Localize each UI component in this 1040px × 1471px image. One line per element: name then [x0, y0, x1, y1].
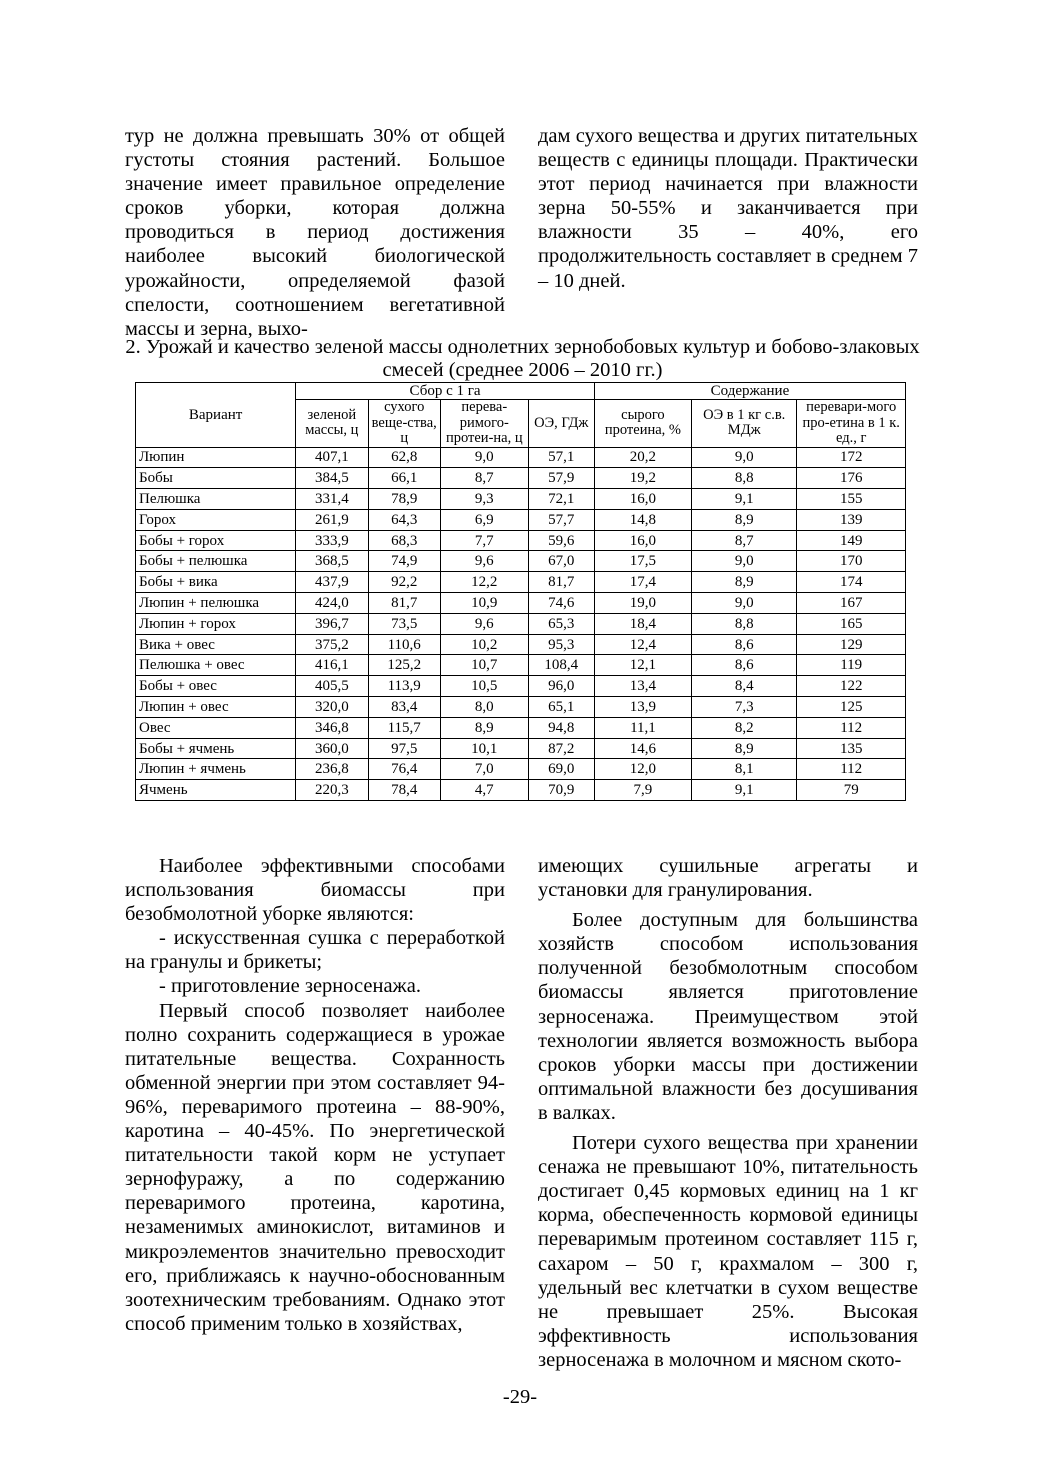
- table-cell: 76,4: [368, 759, 440, 780]
- table-cell: 167: [797, 593, 906, 614]
- header-group-yield: Сбор с 1 га: [296, 383, 595, 400]
- table-cell: 17,4: [594, 572, 691, 593]
- table-cell: 176: [797, 468, 906, 489]
- table-cell: 10,5: [440, 676, 528, 697]
- table-row: [136, 489, 906, 510]
- list-item: - приготовление зерносенажа.: [159, 975, 421, 998]
- table-cell: 16,0: [594, 530, 691, 551]
- table-cell: 113,9: [368, 676, 440, 697]
- table-cell: 4,7: [440, 780, 528, 801]
- table-cell: 78,4: [368, 780, 440, 801]
- table-cell: 19,0: [594, 593, 691, 614]
- table-cell: 9,3: [440, 489, 528, 510]
- table-cell: 8,6: [692, 634, 797, 655]
- row-variant-cell: Бобы + горох: [136, 530, 296, 551]
- table-cell: 92,2: [368, 572, 440, 593]
- table-row: [136, 676, 906, 697]
- table-cell: 6,9: [440, 509, 528, 530]
- table-cell: 112: [797, 759, 906, 780]
- table-cell: 7,7: [440, 530, 528, 551]
- paragraph: Потери сухого вещества при хранении сенажа не превышают 10%, питательность достигает 0,45 кормовых единиц на 1 кг корма, обеспеченность кормовой единицы переваримым протеином составляет 115 г, сахаром – 50 г, крахмалом – 300 г, удельный вес клетчатки в сухом веществе не превышает 25%. Высокая эффективность использования зерносенажа в молочном и мясном ското-: [538, 1132, 918, 1371]
- table-cell: 174: [797, 572, 906, 593]
- table-row: [136, 593, 906, 614]
- table-cell: 437,9: [296, 572, 368, 593]
- table-cell: 396,7: [296, 613, 368, 634]
- header-green-mass: зеленой массы, ц: [296, 400, 368, 448]
- table-cell: 57,1: [528, 447, 594, 468]
- table-cell: 96,0: [528, 676, 594, 697]
- table-cell: 17,5: [594, 551, 691, 572]
- table-cell: 81,7: [528, 572, 594, 593]
- table-cell: 119: [797, 655, 906, 676]
- table-cell: 8,9: [692, 572, 797, 593]
- data-table: [135, 382, 906, 801]
- table-cell: 69,0: [528, 759, 594, 780]
- table-cell: 424,0: [296, 593, 368, 614]
- table-cell: 10,1: [440, 738, 528, 759]
- table-cell: 125: [797, 697, 906, 718]
- table-cell: 83,4: [368, 697, 440, 718]
- table-cell: 87,2: [528, 738, 594, 759]
- table-cell: 7,9: [594, 780, 691, 801]
- table-cell: 8,7: [440, 468, 528, 489]
- text-column-top-right: [538, 124, 918, 293]
- table-cell: 16,0: [594, 489, 691, 510]
- table-cell: 18,4: [594, 613, 691, 634]
- table-cell: 108,4: [528, 655, 594, 676]
- table-cell: 149: [797, 530, 906, 551]
- table-cell: 384,5: [296, 468, 368, 489]
- table-cell: 8,1: [692, 759, 797, 780]
- table-cell: 115,7: [368, 717, 440, 738]
- table-cell: 320,0: [296, 697, 368, 718]
- table-row: [136, 613, 906, 634]
- paragraph: Первый способ позволяет наиболее полно сохранить содержащиеся в урожае питательные вещества. Сохранность обменной энергии при этом составляет 94-96%, переваримого протеина – 88-90%, каротина – 40-45%. По энергетической питательности такой корм не уступает зернофуражу, а по содержанию переваримого протеина, каротина, незаменимых аминокислот, витаминов и микроэлементов значительно превосходит его, приближаясь к научно-обоснованным зоотехническим требованиям. Однако этот способ применим только в хозяйствах,: [125, 999, 505, 1335]
- table-cell: 333,9: [296, 530, 368, 551]
- table-cell: 74,9: [368, 551, 440, 572]
- row-variant-cell: Вика + овес: [136, 634, 296, 655]
- table-cell: 346,8: [296, 717, 368, 738]
- table-cell: 9,0: [692, 593, 797, 614]
- table-cell: 12,2: [440, 572, 528, 593]
- table-cell: 12,4: [594, 634, 691, 655]
- paragraph: дам сухого вещества и других питательных веществ с единицы площади. Практически этот период начинается при влажности зерна 50-55% и заканчивается при влажности 35 – 40%, его продолжительность составляет в среднем 7 – 10 дней.: [538, 125, 918, 292]
- table-cell: 135: [797, 738, 906, 759]
- table-row: [136, 530, 906, 551]
- table-cell: 19,2: [594, 468, 691, 489]
- row-variant-cell: Ячмень: [136, 780, 296, 801]
- table-row: [136, 759, 906, 780]
- text-column-bottom-left: [125, 854, 505, 1336]
- table-cell: 9,0: [692, 551, 797, 572]
- table-cell: 11,1: [594, 717, 691, 738]
- table-row: [136, 447, 906, 468]
- row-variant-cell: Овес: [136, 717, 296, 738]
- table-cell: 8,9: [692, 738, 797, 759]
- row-variant-cell: Люпин: [136, 447, 296, 468]
- table-cell: 407,1: [296, 447, 368, 468]
- header-digestible-per-unit: перевари-мого про-етина в 1 к. ед., г: [797, 400, 906, 448]
- table-cell: 8,0: [440, 697, 528, 718]
- table-row: [136, 717, 906, 738]
- table-cell: 62,8: [368, 447, 440, 468]
- table-cell: 139: [797, 509, 906, 530]
- table-cell: 9,6: [440, 613, 528, 634]
- table-cell: 331,4: [296, 489, 368, 510]
- table-cell: 170: [797, 551, 906, 572]
- table-cell: 97,5: [368, 738, 440, 759]
- table-cell: 405,5: [296, 676, 368, 697]
- table-cell: 368,5: [296, 551, 368, 572]
- table-cell: 129: [797, 634, 906, 655]
- header-group-content: Содержание: [594, 383, 905, 400]
- table-row: [136, 468, 906, 489]
- table-row: [136, 738, 906, 759]
- row-variant-cell: Бобы + пелюшка: [136, 551, 296, 572]
- table-cell: 10,9: [440, 593, 528, 614]
- paragraph: тур не должна превышать 30% от общей густоты стояния растений. Большое значение имеет правильное определение сроков уборки, которая должна проводиться в период достижения наиболее высокий биологической урожайности, определяемой фазой спелости, соотношением вегетативной массы и зерна, выхо-: [125, 125, 505, 340]
- table-row: [136, 572, 906, 593]
- table-row: [136, 509, 906, 530]
- table-body: [136, 447, 906, 801]
- table-cell: 12,0: [594, 759, 691, 780]
- table-cell: 13,9: [594, 697, 691, 718]
- row-variant-cell: Бобы + вика: [136, 572, 296, 593]
- text-column-bottom-right: [538, 854, 918, 1372]
- table-cell: 10,2: [440, 634, 528, 655]
- table-cell: 73,5: [368, 613, 440, 634]
- paragraph: Более доступным для большинства хозяйств способом использования полученной безобмолотным способом биомассы является приготовление зерносенажа. Преимуществом этой технологии является возможность выбора сроков уборки массы при достижении оптимальной влажности без досушивания в валках.: [538, 909, 918, 1124]
- table-cell: 236,8: [296, 759, 368, 780]
- header-variant: Вариант: [136, 383, 296, 448]
- table-cell: 59,6: [528, 530, 594, 551]
- table-cell: 8,4: [692, 676, 797, 697]
- table-cell: 64,3: [368, 509, 440, 530]
- table-cell: 155: [797, 489, 906, 510]
- list-item: - искусственная сушка с переработкой на гранулы и брикеты;: [125, 927, 505, 974]
- table-cell: 8,9: [440, 717, 528, 738]
- table-row: [136, 551, 906, 572]
- row-variant-cell: Бобы + овес: [136, 676, 296, 697]
- table-cell: 67,0: [528, 551, 594, 572]
- table-cell: 68,3: [368, 530, 440, 551]
- page-number: -29-: [502, 1386, 538, 1408]
- table-cell: 9,1: [692, 780, 797, 801]
- table-cell: 360,0: [296, 738, 368, 759]
- table-cell: 14,8: [594, 509, 691, 530]
- table-row: [136, 697, 906, 718]
- table-cell: 70,9: [528, 780, 594, 801]
- row-variant-cell: Пелюшка: [136, 489, 296, 510]
- table-cell: 122: [797, 676, 906, 697]
- row-variant-cell: Горох: [136, 509, 296, 530]
- table-row: [136, 780, 906, 801]
- table-cell: 8,8: [692, 468, 797, 489]
- table-row: [136, 634, 906, 655]
- header-oe-per-kg: ОЭ в 1 кг с.в. МДж: [692, 400, 797, 448]
- row-variant-cell: Бобы: [136, 468, 296, 489]
- table-caption: 2. Урожай и качество зеленой массы однолетних зернобобовых культур и бобово-злаковых смесей (среднее 2006 – 2010 гг.): [125, 336, 920, 381]
- table-cell: 74,6: [528, 593, 594, 614]
- table-cell: 14,6: [594, 738, 691, 759]
- table-cell: 78,9: [368, 489, 440, 510]
- table-cell: 57,9: [528, 468, 594, 489]
- table-cell: 375,2: [296, 634, 368, 655]
- row-variant-cell: Люпин + овес: [136, 697, 296, 718]
- table-cell: 8,6: [692, 655, 797, 676]
- table-cell: 13,4: [594, 676, 691, 697]
- table-cell: 95,3: [528, 634, 594, 655]
- table-cell: 7,3: [692, 697, 797, 718]
- table-cell: 220,3: [296, 780, 368, 801]
- table-cell: 79: [797, 780, 906, 801]
- table-cell: 172: [797, 447, 906, 468]
- table-cell: 66,1: [368, 468, 440, 489]
- table-cell: 125,2: [368, 655, 440, 676]
- table-cell: 81,7: [368, 593, 440, 614]
- table-cell: 9,6: [440, 551, 528, 572]
- row-variant-cell: Люпин + ячмень: [136, 759, 296, 780]
- table-row: [136, 655, 906, 676]
- table-cell: 57,7: [528, 509, 594, 530]
- table-cell: 72,1: [528, 489, 594, 510]
- table-cell: 8,8: [692, 613, 797, 634]
- table-cell: 8,9: [692, 509, 797, 530]
- table-cell: 20,2: [594, 447, 691, 468]
- table-cell: 7,0: [440, 759, 528, 780]
- table-cell: 9,0: [440, 447, 528, 468]
- row-variant-cell: Бобы + ячмень: [136, 738, 296, 759]
- table-cell: 65,3: [528, 613, 594, 634]
- table-cell: 261,9: [296, 509, 368, 530]
- row-variant-cell: Пелюшка + овес: [136, 655, 296, 676]
- table-cell: 8,7: [692, 530, 797, 551]
- table-cell: 10,7: [440, 655, 528, 676]
- table-cell: 65,1: [528, 697, 594, 718]
- table-cell: 8,2: [692, 717, 797, 738]
- table-cell: 110,6: [368, 634, 440, 655]
- table-cell: 12,1: [594, 655, 691, 676]
- header-oe: ОЭ, ГДж: [528, 400, 594, 448]
- table-cell: 165: [797, 613, 906, 634]
- paragraph: имеющих сушильные агрегаты и установки для гранулирования.: [538, 855, 918, 902]
- header-digestible-protein: перева-римого-протеи-на, ц: [440, 400, 528, 448]
- header-raw-protein: сырого протеина, %: [594, 400, 691, 448]
- row-variant-cell: Люпин + горох: [136, 613, 296, 634]
- row-variant-cell: Люпин + пелюшка: [136, 593, 296, 614]
- table-cell: 94,8: [528, 717, 594, 738]
- table-cell: 416,1: [296, 655, 368, 676]
- table-cell: 112: [797, 717, 906, 738]
- table-cell: 9,1: [692, 489, 797, 510]
- paragraph: Наиболее эффективными способами использования биомассы при безобмолотной уборке являются:: [125, 855, 505, 926]
- header-dry-matter: сухого веще-ства, ц: [368, 400, 440, 448]
- text-column-top-left: [125, 124, 505, 341]
- table-cell: 9,0: [692, 447, 797, 468]
